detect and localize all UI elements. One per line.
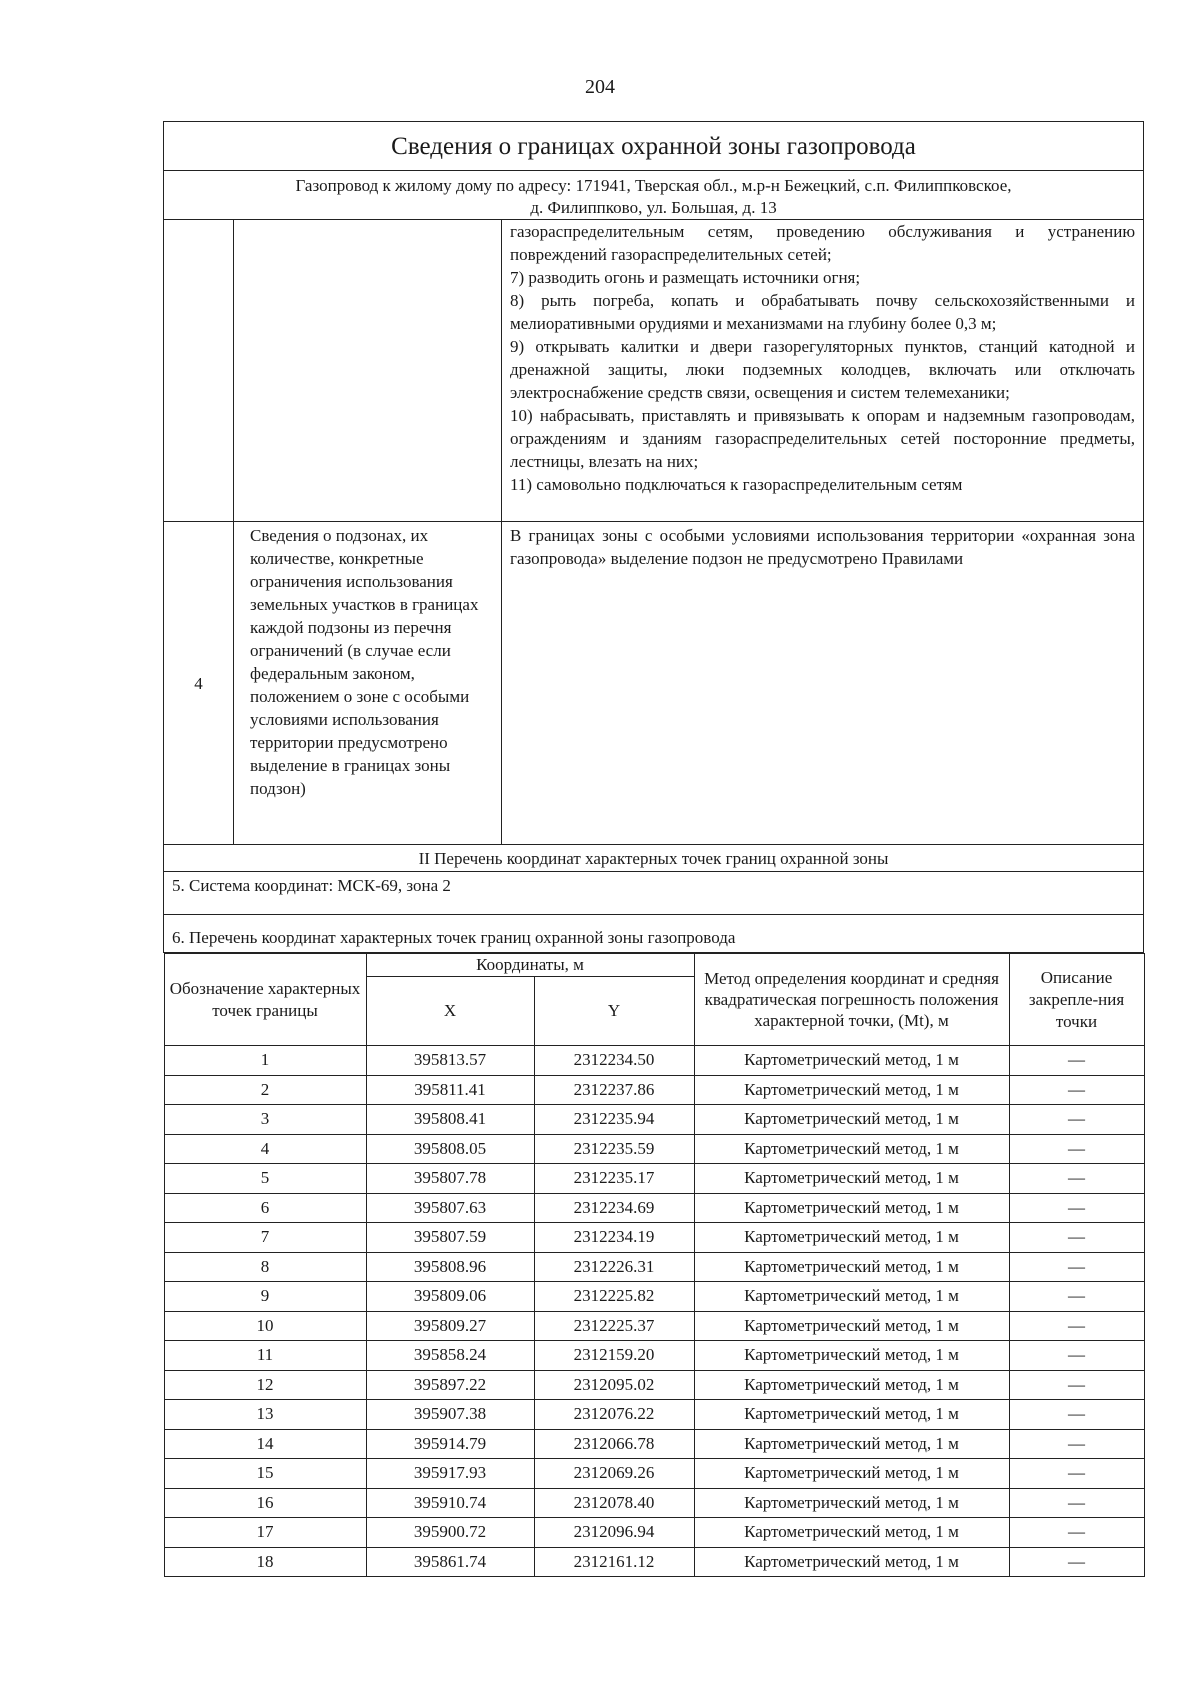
coord-y-cell: 2312235.17 bbox=[534, 1164, 694, 1194]
header-coords: Координаты, м bbox=[366, 954, 694, 977]
method-cell: Картометрический метод, 1 м bbox=[694, 1459, 1009, 1489]
row-label: Сведения о подзонах, их количестве, конкретные ограничения использования земельных участков в границах каждой подзоны из перечня ограничений (в случае если федеральным законом, положением о зоне с особыми условиями использования территории предусмотрено выделение в границах зоны подзон) bbox=[234, 522, 502, 845]
table-row bbox=[164, 1075, 1144, 1105]
coord-y-cell: 2312095.02 bbox=[534, 1370, 694, 1400]
coord-y-cell: 2312235.94 bbox=[534, 1105, 694, 1135]
coord-x-cell: 395807.63 bbox=[366, 1193, 534, 1223]
method-cell: Картометрический метод, 1 м bbox=[694, 1400, 1009, 1430]
fixation-cell: — bbox=[1009, 1075, 1144, 1105]
method-cell: Картометрический метод, 1 м bbox=[694, 1282, 1009, 1312]
point-number-cell: 12 bbox=[164, 1370, 366, 1400]
point-number-cell: 16 bbox=[164, 1488, 366, 1518]
fixation-cell: — bbox=[1009, 1400, 1144, 1430]
fixation-cell: — bbox=[1009, 1488, 1144, 1518]
coord-x-cell: 395808.05 bbox=[366, 1134, 534, 1164]
row-value: В границах зоны с особыми условиями использования территории «охранная зона газопровода» выделение подзон не предусмотрено Правилами bbox=[502, 522, 1144, 845]
point-number-cell: 10 bbox=[164, 1311, 366, 1341]
coord-y-cell: 2312225.37 bbox=[534, 1311, 694, 1341]
zone-info-table bbox=[163, 121, 1144, 1577]
coord-list-title: 6. Перечень координат характерных точек границ охранной зоны газопровода bbox=[164, 915, 1144, 953]
restrictions-list bbox=[502, 220, 1144, 522]
fixation-cell: — bbox=[1009, 1046, 1144, 1076]
point-number-cell: 6 bbox=[164, 1193, 366, 1223]
header-x: X bbox=[366, 977, 534, 1046]
point-number-cell: 8 bbox=[164, 1252, 366, 1282]
table-row bbox=[164, 1459, 1144, 1489]
table-row bbox=[164, 1282, 1144, 1312]
pipeline-address bbox=[164, 171, 1144, 220]
coord-y-cell: 2312066.78 bbox=[534, 1429, 694, 1459]
coord-system: 5. Система координат: МСК-69, зона 2 bbox=[164, 872, 1144, 915]
method-cell: Картометрический метод, 1 м bbox=[694, 1488, 1009, 1518]
header-description: Описание закрепле-ния точки bbox=[1009, 954, 1144, 1046]
point-number-cell: 3 bbox=[164, 1105, 366, 1135]
fixation-cell: — bbox=[1009, 1370, 1144, 1400]
method-cell: Картометрический метод, 1 м bbox=[694, 1046, 1009, 1076]
continuation-label-cell bbox=[234, 220, 502, 522]
coord-table-wrapper bbox=[164, 953, 1144, 1578]
fixation-cell: — bbox=[1009, 1223, 1144, 1253]
fixation-cell: — bbox=[1009, 1134, 1144, 1164]
coord-x-cell: 395900.72 bbox=[366, 1518, 534, 1548]
restriction-item: 11) самовольно подключаться к газораспределительным сетям bbox=[510, 475, 963, 494]
coord-y-cell: 2312234.19 bbox=[534, 1223, 694, 1253]
row-number: 4 bbox=[164, 522, 234, 845]
fixation-cell: — bbox=[1009, 1105, 1144, 1135]
restriction-item: 9) открывать калитки и двери газорегуляторных пунктов, станций катодной и дренажной защиты, люки подземных колодцев, включать или отключать электроснабжение средств связи, освещения и систем телемеханики; bbox=[510, 337, 1136, 402]
fixation-cell: — bbox=[1009, 1282, 1144, 1312]
restriction-item: 7) разводить огонь и размещать источники огня; bbox=[510, 268, 861, 287]
table-row bbox=[164, 1518, 1144, 1548]
coord-x-cell: 395917.93 bbox=[366, 1459, 534, 1489]
table-row bbox=[164, 1547, 1144, 1577]
method-cell: Картометрический метод, 1 м bbox=[694, 1311, 1009, 1341]
table-row bbox=[164, 1370, 1144, 1400]
coord-y-cell: 2312076.22 bbox=[534, 1400, 694, 1430]
method-cell: Картометрический метод, 1 м bbox=[694, 1193, 1009, 1223]
coord-x-cell: 395861.74 bbox=[366, 1547, 534, 1577]
coord-y-cell: 2312225.82 bbox=[534, 1282, 694, 1312]
header-method: Метод определения координат и средняя квадратическая погрешность положения характерной точки, (Mt), м bbox=[694, 954, 1009, 1046]
method-cell: Картометрический метод, 1 м bbox=[694, 1075, 1009, 1105]
point-number-cell: 11 bbox=[164, 1341, 366, 1371]
fixation-cell: — bbox=[1009, 1252, 1144, 1282]
table-row bbox=[164, 1105, 1144, 1135]
point-number-cell: 1 bbox=[164, 1046, 366, 1076]
point-number-cell: 13 bbox=[164, 1400, 366, 1430]
table-row bbox=[164, 1164, 1144, 1194]
point-number-cell: 18 bbox=[164, 1547, 366, 1577]
method-cell: Картометрический метод, 1 м bbox=[694, 1518, 1009, 1548]
coord-y-cell: 2312161.12 bbox=[534, 1547, 694, 1577]
coord-x-cell: 395910.74 bbox=[366, 1488, 534, 1518]
coord-x-cell: 395914.79 bbox=[366, 1429, 534, 1459]
coord-y-cell: 2312234.69 bbox=[534, 1193, 694, 1223]
coord-x-cell: 395808.41 bbox=[366, 1105, 534, 1135]
table-row bbox=[164, 1193, 1144, 1223]
point-number-cell: 17 bbox=[164, 1518, 366, 1548]
fixation-cell: — bbox=[1009, 1518, 1144, 1548]
method-cell: Картометрический метод, 1 м bbox=[694, 1429, 1009, 1459]
fixation-cell: — bbox=[1009, 1311, 1144, 1341]
coord-x-cell: 395808.96 bbox=[366, 1252, 534, 1282]
header-y: Y bbox=[534, 977, 694, 1046]
table-row bbox=[164, 1488, 1144, 1518]
coord-x-cell: 395858.24 bbox=[366, 1341, 534, 1371]
coord-y-cell: 2312226.31 bbox=[534, 1252, 694, 1282]
table-row bbox=[164, 1252, 1144, 1282]
coord-x-cell: 395807.78 bbox=[366, 1164, 534, 1194]
point-number-cell: 2 bbox=[164, 1075, 366, 1105]
coordinate-rows bbox=[164, 1046, 1144, 1577]
point-number-cell: 4 bbox=[164, 1134, 366, 1164]
coord-y-cell: 2312237.86 bbox=[534, 1075, 694, 1105]
method-cell: Картометрический метод, 1 м bbox=[694, 1164, 1009, 1194]
address-line-2: д. Филиппково, ул. Большая, д. 13 bbox=[530, 198, 777, 217]
restriction-item: 10) набрасывать, приставлять и привязывать к опорам и надземным газопроводам, ограждениям и зданиям газораспределительных сетей посторонние предметы, лестницы, влезать на них; bbox=[510, 406, 1136, 471]
coord-y-cell: 2312159.20 bbox=[534, 1341, 694, 1371]
table-row bbox=[164, 1223, 1144, 1253]
method-cell: Картометрический метод, 1 м bbox=[694, 1252, 1009, 1282]
table-row bbox=[164, 1341, 1144, 1371]
coord-x-cell: 395809.27 bbox=[366, 1311, 534, 1341]
fixation-cell: — bbox=[1009, 1193, 1144, 1223]
fixation-cell: — bbox=[1009, 1547, 1144, 1577]
method-cell: Картометрический метод, 1 м bbox=[694, 1105, 1009, 1135]
coord-y-cell: 2312078.40 bbox=[534, 1488, 694, 1518]
section-title: II Перечень координат характерных точек границ охранной зоны bbox=[164, 845, 1144, 872]
coord-y-cell: 2312096.94 bbox=[534, 1518, 694, 1548]
coord-x-cell: 395897.22 bbox=[366, 1370, 534, 1400]
point-number-cell: 7 bbox=[164, 1223, 366, 1253]
coord-y-cell: 2312235.59 bbox=[534, 1134, 694, 1164]
coordinates-table bbox=[164, 953, 1145, 1577]
method-cell: Картометрический метод, 1 м bbox=[694, 1134, 1009, 1164]
method-cell: Картометрический метод, 1 м bbox=[694, 1370, 1009, 1400]
coord-y-cell: 2312069.26 bbox=[534, 1459, 694, 1489]
coord-x-cell: 395809.06 bbox=[366, 1282, 534, 1312]
address-line-1: Газопровод к жилому дому по адресу: 171941, Тверская обл., м.р-н Бежецкий, с.п. Филиппковское, bbox=[295, 176, 1012, 195]
fixation-cell: — bbox=[1009, 1429, 1144, 1459]
coord-x-cell: 395813.57 bbox=[366, 1046, 534, 1076]
coord-x-cell: 395811.41 bbox=[366, 1075, 534, 1105]
point-number-cell: 5 bbox=[164, 1164, 366, 1194]
method-cell: Картометрический метод, 1 м bbox=[694, 1341, 1009, 1371]
document-title: Сведения о границах охранной зоны газопровода bbox=[164, 122, 1144, 171]
fixation-cell: — bbox=[1009, 1459, 1144, 1489]
coord-y-cell: 2312234.50 bbox=[534, 1046, 694, 1076]
continuation-number-cell bbox=[164, 220, 234, 522]
header-point: Обозначение характерных точек границы bbox=[164, 954, 366, 1046]
table-row bbox=[164, 1429, 1144, 1459]
table-row bbox=[164, 1046, 1144, 1076]
restriction-item: газораспределительным сетям, проведению обслуживания и устранению повреждений газораспределительных сетей; bbox=[510, 222, 1136, 264]
method-cell: Картометрический метод, 1 м bbox=[694, 1223, 1009, 1253]
table-row bbox=[164, 1400, 1144, 1430]
fixation-cell: — bbox=[1009, 1164, 1144, 1194]
table-row bbox=[164, 1134, 1144, 1164]
method-cell: Картометрический метод, 1 м bbox=[694, 1547, 1009, 1577]
fixation-cell: — bbox=[1009, 1341, 1144, 1371]
coord-x-cell: 395807.59 bbox=[366, 1223, 534, 1253]
point-number-cell: 14 bbox=[164, 1429, 366, 1459]
coord-x-cell: 395907.38 bbox=[366, 1400, 534, 1430]
restriction-item: 8) рыть погреба, копать и обрабатывать почву сельскохозяйственными и мелиоративными орудиями и механизмами на глубину более 0,3 м; bbox=[510, 291, 1136, 333]
point-number-cell: 9 bbox=[164, 1282, 366, 1312]
page-number: 204 bbox=[585, 76, 615, 98]
table-row bbox=[164, 1311, 1144, 1341]
point-number-cell: 15 bbox=[164, 1459, 366, 1489]
